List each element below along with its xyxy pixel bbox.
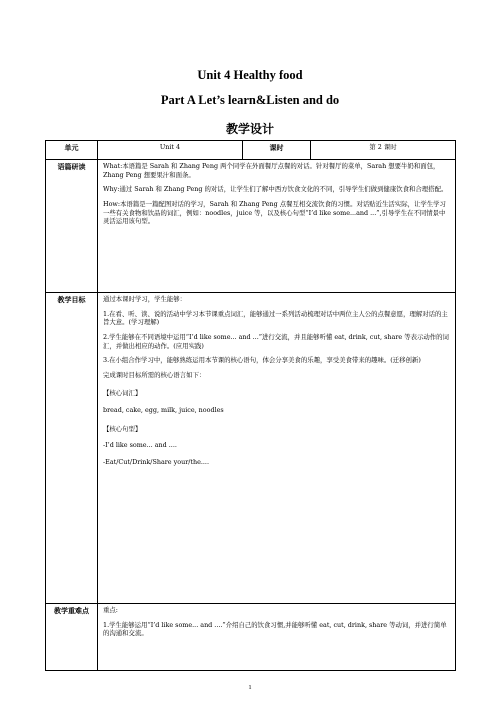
objective-item-1: 1.在看、听、读、说的活动中学习本节课重点词汇，能够通过一系列活动梳理对话中两位主人公的点餐意愿，理解对话的主旨大意。(学习理解) (103, 309, 448, 327)
header-unit-label: 单元 (46, 141, 98, 160)
core-vocab-list: bread, cake, egg, milk, juice, noodles (103, 406, 224, 415)
page-number: 1 (248, 684, 252, 691)
lesson-plan-table (45, 140, 456, 671)
core-pattern-heading: 【核心句型】 (103, 424, 142, 433)
header-period-label: 课时 (243, 141, 311, 160)
text-study-what: What:本语篇是 Sarah 和 Zhang Peng 两个同学在外面餐厅点餐的对话。针对餐厅的菜单，Sarah 想要牛奶和面包，Zhang Peng 想要果汁和面条。 (103, 162, 440, 179)
unit-title: Unit 4 Healthy food (197, 68, 303, 82)
core-pattern-1: -I’d like some... and .... (103, 441, 177, 450)
core-pattern-2: -Eat/Cut/Drink/Share your/the.... (103, 458, 209, 467)
objectives-label: 教学目标 (46, 293, 98, 604)
text-study-label: 语篇研读 (46, 160, 98, 293)
part-title: Part A Let’s learn&Listen and do (160, 93, 340, 107)
key-points-row (46, 604, 456, 671)
text-study-row (46, 160, 456, 293)
key-points-content (98, 604, 456, 671)
header-period-value: 第 2 课时 (311, 141, 456, 160)
text-study-content (98, 160, 456, 293)
objectives-row (46, 293, 456, 604)
key-points-label: 教学重难点 (46, 604, 98, 671)
text-study-why: Why:通过 Sarah 和 Zhang Peng 的对话，让学生们了解中西方饮食文化的不同，引导学生们做到健康饮食和合理搭配。 (103, 185, 448, 194)
design-title: 教学设计 (225, 122, 274, 136)
key-point-item-1: 1.学生能够运用“I’d like some... and ....”介绍自己的饮食习惯,并能够听懂 eat, cut, drink, share 等动词，并进行简单的沟通和交流。 (103, 620, 447, 638)
objective-item-3: 3.在小组合作学习中，能够熟练运用本节课的核心语句，体会分享美食的乐趣，享受美食带来的趣味。(迁移创新) (103, 356, 421, 365)
key-points-heading: 重点: (103, 606, 118, 614)
header-unit-value: Unit 4 (98, 141, 243, 160)
objectives-content (98, 293, 456, 604)
header-row (46, 141, 456, 160)
objective-item-2: 2.学生能够在不同语境中运用“I’d like some... and ...”进行交流，并且能够听懂 eat, drink, cut, share 等表示动作的词汇，并做出相应的动作。(应用实践) (103, 332, 449, 350)
objectives-intro: 通过本课时学习，学生能够： (103, 295, 187, 303)
core-language-intro: 完成课时目标所需的核心语言如下： (103, 370, 206, 379)
text-study-how: How:本语篇是一篇配图对话的学习，Sarah 和 Zhang Peng 点餐互相交流饮食的习惯。对话贴近生活实际，让学生学习一些有关食物和饮品的词汇，例如：noodles，juice 等，以及核心句型“I’d like some...and ...”,引导学生在不同情景中灵活运用该句型。 (103, 199, 446, 226)
core-vocab-heading: 【核心词汇】 (103, 389, 142, 398)
